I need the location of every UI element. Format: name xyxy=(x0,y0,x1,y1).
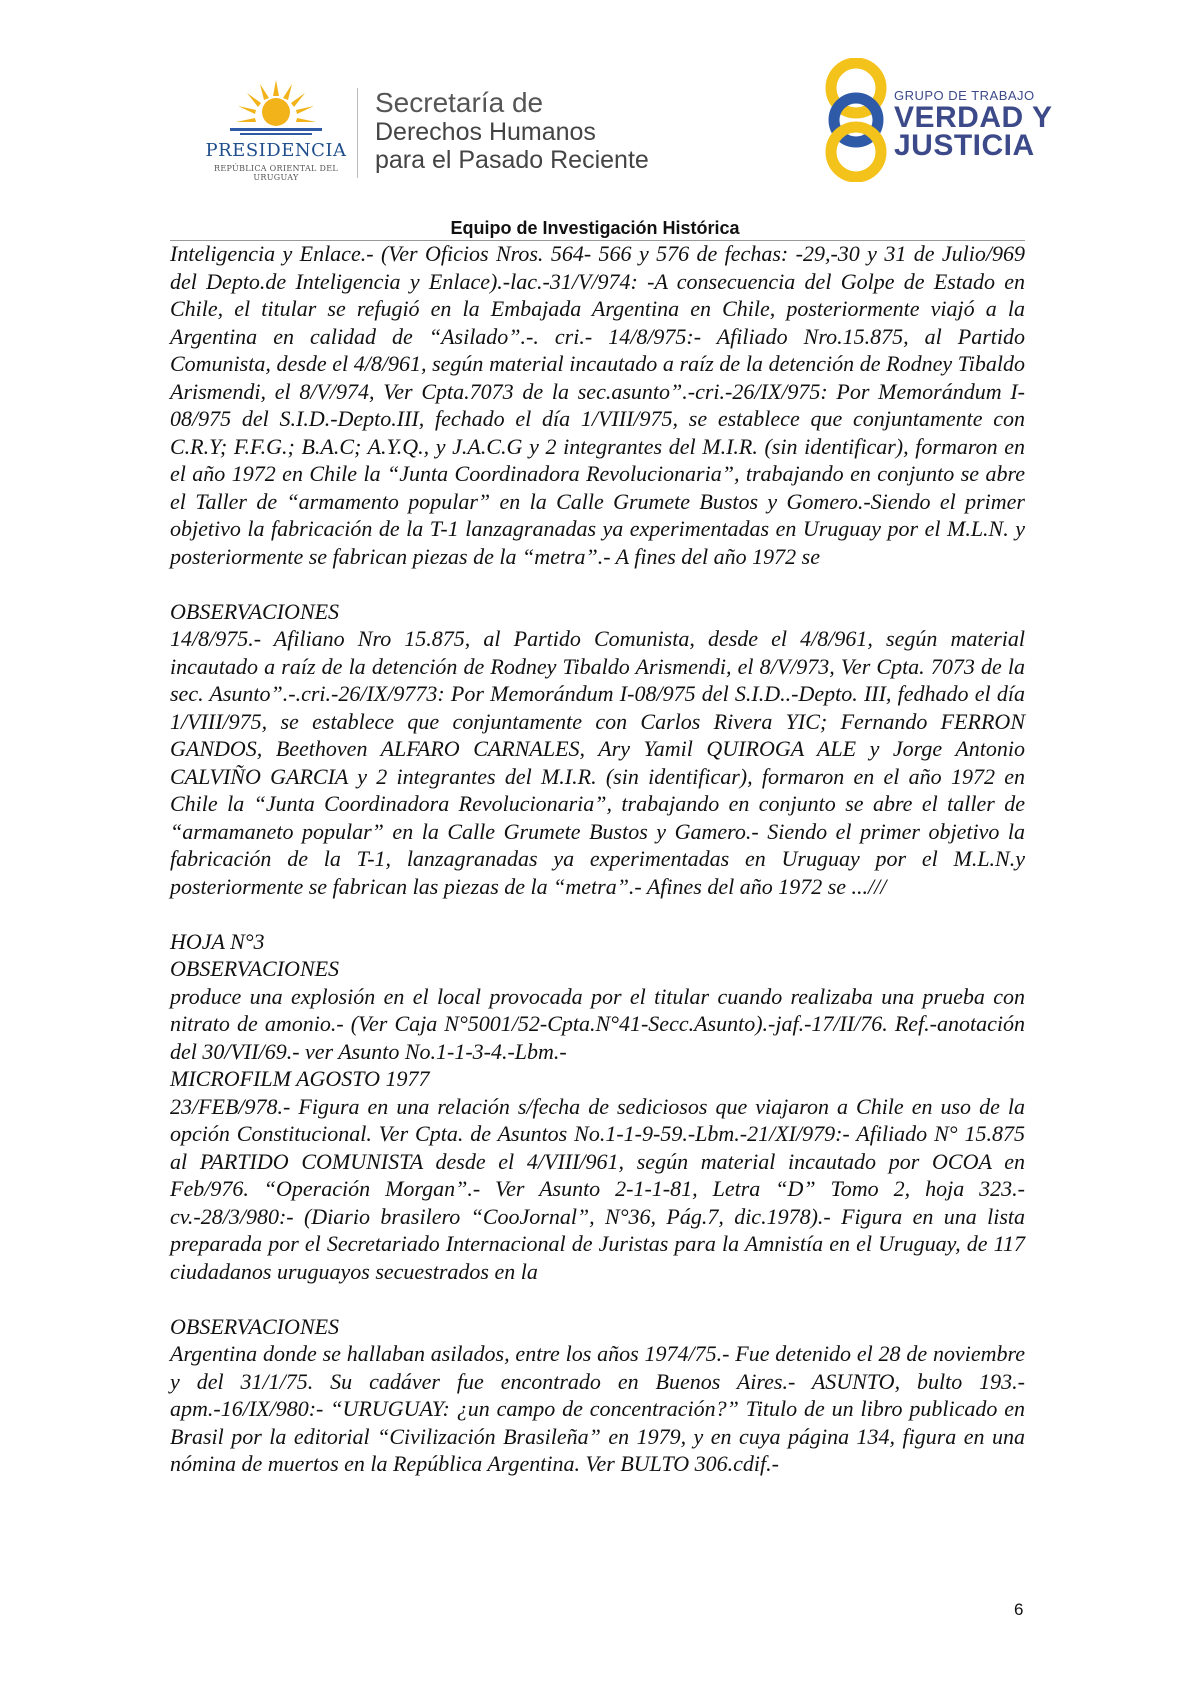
document-body xyxy=(170,240,1025,1478)
secretaria-line-3: para el Pasado Reciente xyxy=(375,146,649,174)
header-divider xyxy=(357,88,358,178)
observaciones-heading-2: OBSERVACIONES xyxy=(170,956,340,981)
observaciones-heading-1: OBSERVACIONES xyxy=(170,598,340,624)
verdad-justicia-logo xyxy=(818,58,1078,182)
page-header xyxy=(0,0,1190,220)
paragraph-2: 23/FEB/978.- Figura en una relación s/fecha de sediciosos que viajaron a Chile en uso de la opción Constitucional. Ver Cpta. de Asuntos No.1-1-9-59.-Lbm.-21/XI/979:- Afiliado N° 15.875 al PARTIDO COMUNISTA desde el 4/VIII/961, según material incautado por OCOA en Feb/976. “Operación Morgan”.- Ver Asunto 2-1-1-81, Letra “D” Tomo 2, hoja 323.-cv.-28/3/980:- (Diario brasilero “CooJornal”, N°36, Pág.7, dic.1978).- Figura en una lista preparada por el Secretariado Internacional de Juristas para la Amnistía en el Uruguay, de 117 ciudadanos uruguayos secuestrados en la xyxy=(170,1093,1025,1284)
spacer xyxy=(170,1285,1025,1313)
observaciones-text-3: Argentina donde se hallaban asilados, entre los años 1974/75.- Fue detenido el 28 de noviembre y del 31/1/75. Su cadáver fue encontrado en Buenos Aires.- ASUNTO, bulto 193.-apm.-16/IX/980:- “URUGUAY: ¿un campo de concentración?” Titulo de un libro publicado en Brasil por la editorial “Civilización Brasileña” en 1979, y en cuya página 134, figura en una nómina de muertos en la República Argentina. Ver BULTO 306.cdif.- xyxy=(170,1341,1025,1476)
presidencia-subtitle: REPÚBLICA ORIENTAL DEL URUGUAY xyxy=(214,164,338,182)
presidencia-logo xyxy=(196,78,356,184)
observaciones-heading-3: OBSERVACIONES xyxy=(170,1313,340,1339)
spacer xyxy=(170,900,1025,928)
secretaria-logo-text xyxy=(375,88,649,174)
spacer xyxy=(170,570,1025,598)
team-title: Equipo de Investigación Histórica xyxy=(450,218,740,238)
hoja-heading: HOJA N°3 xyxy=(170,928,265,954)
interlocking-rings-icon xyxy=(818,58,894,182)
observaciones-text-1: 14/8/975.- Afiliano Nro 15.875, al Partido Comunista, desde el 4/8/961, según material incautado a raíz de la detención de Rodney Tibaldo Arismendi, el 8/V/973, Ver Cpta. 7073 de la sec. Asunto”.-.cri.-26/IX/9773: Por Memorándum I-08/975 del S.I.D..-Depto. III, fedhado el día 1/VIII/975, se establece que conjuntamente con Carlos Rivera YIC; Fernando FERRON GANDOS, Beethoven ALFARO CARNALES, Ary Yamil QUIROGA ALE y Jorge Antonio CALVIÑO GARCIA y 2 integrantes del M.I.R. (sin identificar), formaron en el año 1972 en Chile la “Junta Coordinadora Revolucionaria”, trabajando en conjunto se abre el taller de “armamaneto popular” en la Calle Grumete Bustos y Gamero.- Siendo el primer objetivo la fabricación de la T-1, lanzagranadas ya experimentadas en Uruguay por el M.L.N.y posteriormente se fabrican las piezas de la “metra”.- Afines del año 1972 se .../// xyxy=(170,626,1025,899)
grupo-line-3: JUSTICIA xyxy=(894,129,1035,162)
presidencia-name: PRESIDENCIA xyxy=(205,140,347,161)
microfilm-heading: MICROFILM AGOSTO 1977 xyxy=(170,1066,430,1091)
page-number: 6 xyxy=(1014,1600,1024,1619)
paragraph-1: Inteligencia y Enlace.- (Ver Oficios Nros. 564- 566 y 576 de fechas: -29,-30 y 31 de Julio/969 del Depto.de Inteligencia y Enlace).-lac.-31/V/974: -A consecuencia del Golpe de Estado en Chile, el titular se refugió en la Embajada Argentina en Chile, posteriormente viajó a la Argentina en calidad de “Asilado”.-. cri.- 14/8/975:- Afiliado Nro.15.875, al Partido Comunista, desde el 4/8/961, según material incautado a raíz de la detención de Rodney Tibaldo Arismendi, el 8/V/974, Ver Cpta.7073 de la sec.asunto”.-cri.-26/IX/975: Por Memorándum I- 08/975 del S.I.D.-Depto.III, fechado el día 1/VIII/975, se establece que conjuntamente con C.R.Y; F.F.G.; B.A.C; A.Y.Q., y J.A.C.G y 2 integrantes del M.I.R. (sin identificar), formaron en el año 1972 en Chile la “Junta Coordinadora Revolucionaria”, trabajando en conjunto se abre el Taller de “armamento popular” en la Calle Grumete Bustos y Gomero.-Siendo el primer objetivo la fabricación de la T-1 lanzagranadas ya experimentadas en Uruguay por el M.L.N. y posteriormente se fabrican piezas de la “metra”.- A fines del año 1972 se xyxy=(170,241,1025,569)
verdad-justicia-text xyxy=(894,88,1052,160)
grupo-line-1: GRUPO DE TRABAJO xyxy=(894,88,1035,103)
secretaria-line-2: Derechos Humanos xyxy=(375,118,596,146)
observaciones-text-2: produce una explosión en el local provocada por el titular cuando realizaba una prueba con nitrato de amonio.- (Ver Caja N°5001/52-Cpta.N°41-Secc.Asunto).-jaf.-17/II/76. Ref.-anotación del 30/VII/69.- ver Asunto No.1-1-3-4.-Lbm.- xyxy=(170,983,1025,1064)
secretaria-line-1: Secretaría de xyxy=(375,87,544,118)
grupo-line-2: VERDAD Y xyxy=(894,101,1053,134)
sun-icon xyxy=(230,78,322,140)
